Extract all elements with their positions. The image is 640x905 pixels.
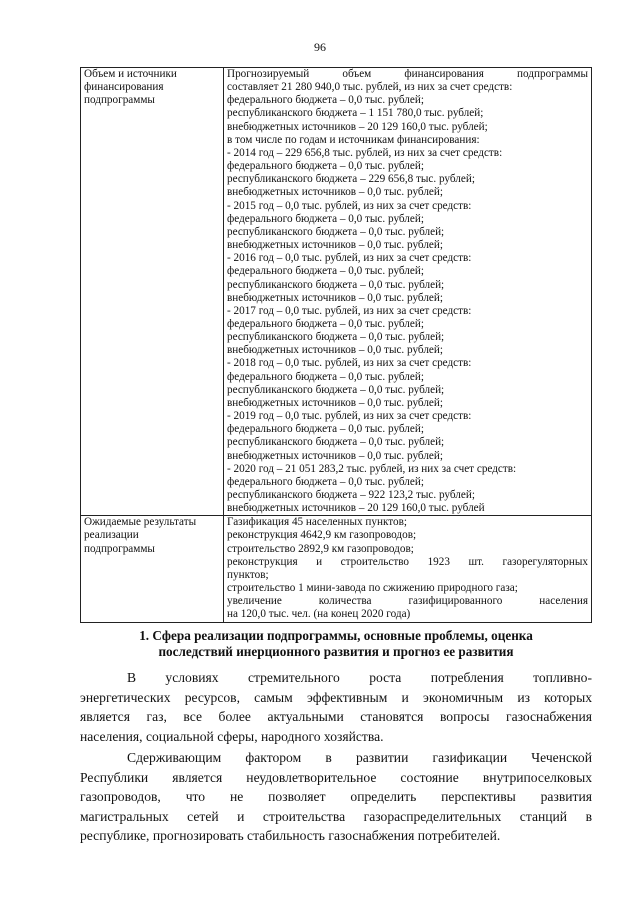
row-label-line: подпрограммы — [84, 94, 155, 107]
section-heading-line: последствий инерционного развития и прогноз ее развития — [158, 643, 514, 659]
result-line: пунктов; — [227, 568, 269, 581]
financing-line: республиканского бюджета – 0,0 тыс. рублей; — [227, 436, 445, 449]
financing-line: федерального бюджета – 0,0 тыс. рублей; — [227, 423, 424, 436]
financing-line: внебюджетных источников – 0,0 тыс. рублей; — [227, 291, 443, 304]
financing-line: внебюджетных источников – 0,0 тыс. рублей; — [227, 396, 443, 409]
paragraph-2 — [80, 748, 592, 846]
financing-line: федерального бюджета – 0,0 тыс. рублей; — [227, 265, 424, 278]
paragraph-line: Сдерживающим фактором в развитии газификации Чеченской — [127, 750, 592, 765]
financing-line: федерального бюджета – 0,0 тыс. рублей; — [227, 370, 424, 383]
paragraph-line: В условиях стремительного роста потребления топливно- — [127, 670, 592, 685]
financing-line: федерального бюджета – 0,0 тыс. рублей; — [227, 475, 424, 488]
paragraph-line: населения, социальной сферы, народного хозяйства. — [80, 728, 384, 744]
financing-line: республиканского бюджета – 0,0 тыс. рублей; — [227, 225, 445, 238]
financing-line: федерального бюджета – 0,0 тыс. рублей; — [227, 160, 424, 173]
program-passport-table — [80, 67, 592, 623]
row-label-line: финансирования — [84, 81, 164, 94]
paragraph-line: магистральных сетей и строительства газораспределительных станций в — [80, 808, 592, 824]
result-line: на 120,0 тыс. чел. (на конец 2020 года) — [227, 608, 411, 621]
financing-line: республиканского бюджета – 0,0 тыс. рублей; — [227, 278, 445, 291]
financing-line: - 2014 год – 229 656,8 тыс. рублей, из них за счет средств: — [227, 146, 503, 159]
result-line: строительство 2892,9 км газопроводов; — [227, 542, 414, 555]
financing-line: - 2019 год – 0,0 тыс. рублей, из них за счет средств: — [227, 410, 472, 423]
paragraph-1 — [80, 668, 592, 746]
financing-line: федерального бюджета – 0,0 тыс. рублей; — [227, 317, 424, 330]
row-label-line: подпрограммы — [84, 542, 155, 555]
row-label-line: Объем и источники — [84, 68, 177, 80]
paragraph-line: республике, прогнозировать стабильность газоснабжения потребителей. — [80, 828, 501, 843]
section-heading-line: 1. Сфера реализации подпрограммы, основные проблемы, оценка — [139, 628, 533, 643]
row-label-line: реализации — [84, 529, 139, 542]
financing-line: в том числе по годам и источникам финансирования: — [227, 133, 480, 146]
financing-line: федерального бюджета – 0,0 тыс. рублей; — [227, 212, 424, 225]
paragraph-line: Республики является неудовлетворительное состояние внутрипоселковых — [80, 769, 592, 785]
financing-line: - 2018 год – 0,0 тыс. рублей, из них за счет средств: — [227, 357, 472, 370]
table-row-results — [81, 516, 592, 622]
financing-line: республиканского бюджета – 922 123,2 тыс. рублей; — [227, 489, 475, 501]
financing-value-cell — [224, 68, 592, 516]
financing-line: внебюджетных источников – 0,0 тыс. рублей; — [227, 449, 443, 462]
financing-line: внебюджетных источников – 20 129 160,0 тыс. рублей; — [227, 120, 488, 133]
paragraph-line: энергетических ресурсов, самым эффективным и экономичным из которых — [80, 689, 592, 705]
financing-lines — [227, 81, 588, 515]
financing-line: республиканского бюджета – 0,0 тыс. рублей; — [227, 383, 445, 396]
results-label-cell — [81, 516, 224, 622]
financing-line: республиканского бюджета – 0,0 тыс. рублей; — [227, 331, 445, 344]
financing-line: внебюджетных источников – 20 129 160,0 тыс. рублей — [227, 502, 485, 515]
financing-line: - 2016 год – 0,0 тыс. рублей, из них за счет средств: — [227, 252, 472, 265]
financing-line: составляет 21 280 940,0 тыс. рублей, из них за счет средств: — [227, 81, 513, 94]
financing-first-line: Прогнозируемый объем финансирования подпрограммы — [227, 68, 588, 80]
result-line: реконструкция 4642,9 км газопроводов; — [227, 529, 417, 542]
financing-line: внебюджетных источников – 0,0 тыс. рублей; — [227, 186, 443, 199]
financing-line: - 2017 год – 0,0 тыс. рублей, из них за счет средств: — [227, 304, 472, 317]
paragraph-line: является газ, все более актуальными становятся вопросы газоснабжения — [80, 709, 592, 724]
financing-line: - 2015 год – 0,0 тыс. рублей, из них за счет средств: — [227, 199, 472, 212]
financing-line: республиканского бюджета – 229 656,8 тыс. рублей; — [227, 173, 475, 186]
page-number: 96 — [314, 40, 326, 54]
paragraph-line: газопроводов, что не позволяет определить перспективы развития — [80, 789, 592, 804]
result-line: Газификация 45 населенных пунктов; — [227, 516, 407, 529]
financing-line: - 2020 год – 21 051 283,2 тыс. рублей, из них за счет средств: — [227, 462, 517, 475]
row-label-line: Ожидаемые результаты — [84, 516, 197, 529]
financing-line: внебюджетных источников – 0,0 тыс. рублей; — [227, 239, 443, 252]
financing-line: республиканского бюджета – 1 151 780,0 тыс. рублей; — [227, 107, 484, 120]
financing-line: федерального бюджета – 0,0 тыс. рублей; — [227, 94, 424, 107]
financing-label-cell — [81, 68, 224, 516]
section-heading — [80, 628, 592, 659]
table-row-financing — [81, 68, 592, 516]
result-line: увеличение количества газифицированного населения — [227, 595, 588, 608]
financing-line: внебюджетных источников – 0,0 тыс. рублей; — [227, 344, 443, 357]
result-line: строительство 1 мини-завода по сжижению природного газа; — [227, 582, 518, 595]
results-value-cell — [224, 516, 592, 622]
result-line: реконструкция и строительство 1923 шт. газорегуляторных — [227, 555, 588, 568]
